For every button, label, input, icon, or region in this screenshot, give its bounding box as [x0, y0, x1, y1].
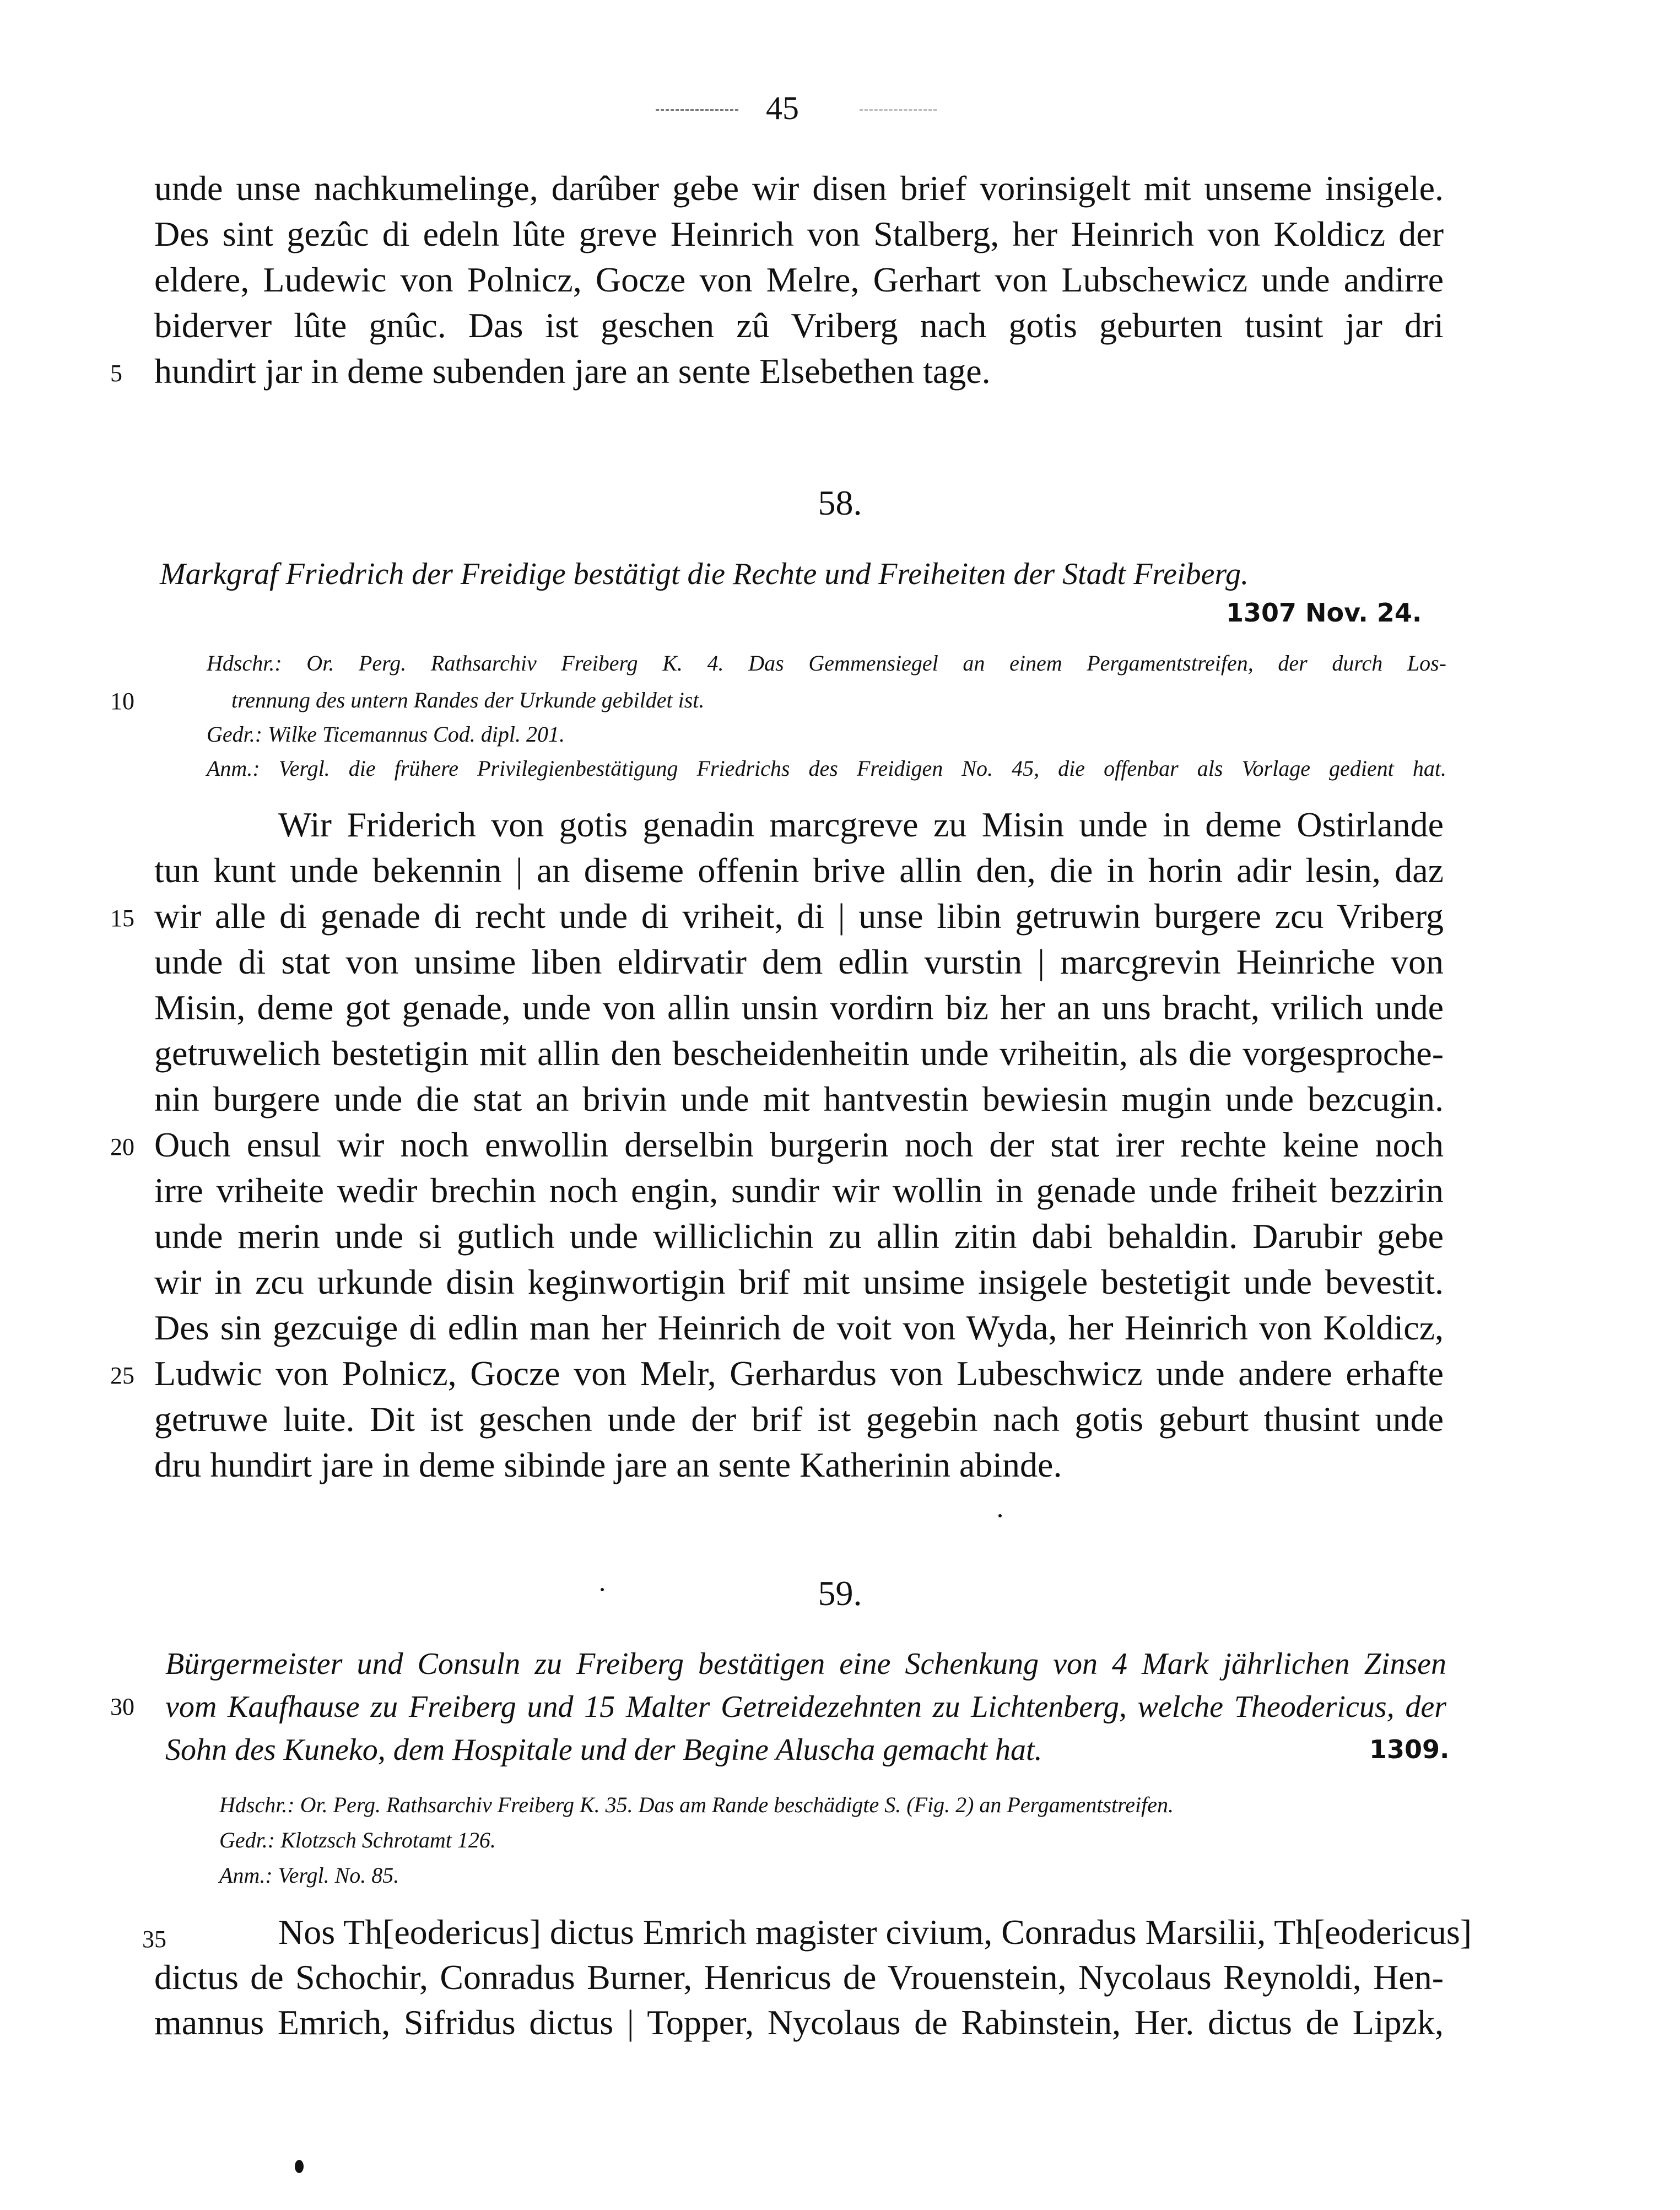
header-rule-left	[656, 109, 738, 111]
document-number: 59.	[818, 1574, 862, 1613]
text-line: Wir Friderich von gotis genadin marcgreve zu Misin unde in deme Ostirlande	[278, 805, 1444, 844]
text-line: Des sint gezûc di edeln lûte greve Heinrich von Stalberg, her Heinrich von Koldicz der	[154, 214, 1444, 253]
line-number: 25	[110, 1362, 134, 1389]
text-line: Ludwic von Polnicz, Gocze von Melr, Gerhardus von Lubeschwicz unde andere erhafte	[154, 1354, 1444, 1393]
edition-note: Gedr.: Klotzsch Schrotamt 126.	[219, 1828, 496, 1852]
text-line: Misin, deme got genade, unde von allin unsin vordirn biz her an uns bracht, vrilich unde	[154, 988, 1444, 1027]
text-line: nin burgere unde die stat an brivin unde mit hantvestin bewiesin mugin unde bezcugin.	[154, 1079, 1444, 1118]
text-line: getruwelich bestetigin mit allin den bescheidenheitin unde vriheitin, als die vorgesproche-	[154, 1034, 1444, 1073]
page-number: 45	[766, 90, 799, 126]
line-number: 30	[110, 1693, 134, 1720]
text-line: Ouch ensul wir noch enwollin derselbin burgerin noch der stat irer rechte keine noch	[154, 1125, 1444, 1164]
line-number: 20	[110, 1133, 134, 1160]
text-line: mannus Emrich, Sifridus dictus | Topper, Nycolaus de Rabinstein, Her. dictus de Lipzk,	[154, 2003, 1444, 2042]
line-number: 15	[110, 905, 134, 932]
source-note: Hdschr.: Or. Perg. Rathsarchiv Freiberg K. 35. Das am Rande beschädigte S. (Fig. 2) an Pergamentstreifen.	[219, 1792, 1174, 1817]
document-regest: Sohn des Kuneko, dem Hospitale und der Begine Aluscha gemacht hat.	[165, 1733, 1042, 1767]
document-date: 1307 Nov. 24.	[1226, 598, 1422, 628]
remark-note: Anm.: Vergl. No. 85.	[219, 1863, 399, 1888]
text-line: unde merin unde si gutlich unde williclichin zu allin zitin dabi behaldin. Darubir gebe	[154, 1217, 1444, 1256]
line-number: 5	[110, 360, 122, 387]
remark-note: Anm.: Vergl. die frühere Privilegienbestätigung Friedrichs des Freidigen No. 45, die offenbar als Vorlage gedient hat.	[207, 756, 1446, 781]
header-rule-right	[860, 109, 937, 111]
text-line: dictus de Schochir, Conradus Burner, Henricus de Vrouenstein, Nycolaus Reynoldi, Hen-	[154, 1958, 1444, 1997]
document-regest: Markgraf Friedrich der Freidige bestätigt die Rechte und Freiheiten der Stadt Freiberg.	[160, 557, 1249, 591]
text-line: Nos Th[eodericus] dictus Emrich magister civium, Conradus Marsilii, Th[eodericus]	[278, 1912, 1472, 1952]
text-line: Des sin gezcuige di edlin man her Heinrich de voit von Wyda, her Heinrich von Koldicz,	[154, 1308, 1444, 1347]
document-regest: vom Kaufhause zu Freiberg und 15 Malter Getreidezehnten zu Lichtenberg, welche Theodericus, der	[165, 1690, 1446, 1724]
text-line: irre vriheite wedir brechin noch engin, sundir wir wollin in genade unde friheit bezzirin	[154, 1171, 1444, 1210]
line-number: 10	[110, 688, 134, 715]
ink-blot	[295, 2160, 304, 2173]
source-note: trennung des untern Randes der Urkunde gebildet ist.	[231, 688, 705, 712]
text-line: unde unse nachkumelinge, darûber gebe wir disen brief vorinsigelt mit unseme insigele.	[154, 169, 1444, 208]
text-line: tun kunt unde bekennin | an diseme offenin brive allin den, die in horin adir lesin, daz	[154, 851, 1444, 890]
text-line: dru hundirt jare in deme sibinde jare an sente Katherinin abinde.	[154, 1445, 1062, 1484]
text-line: getruwe luite. Dit ist geschen unde der brif ist gegebin nach gotis geburt thusint unde	[154, 1400, 1444, 1439]
document-regest: Bürgermeister und Consuln zu Freiberg bestätigen eine Schenkung von 4 Mark jährlichen Zinsen	[165, 1647, 1446, 1681]
text-line: hundirt jar in deme subenden jare an sente Elsebethen tage.	[154, 352, 991, 391]
text-line: eldere, Ludewic von Polnicz, Gocze von Melre, Gerhart von Lubschewicz unde andirre	[154, 260, 1444, 299]
text-line: biderver lûte gnûc. Das ist geschen zû Vriberg nach gotis geburten tusint jar dri	[154, 306, 1444, 345]
text-line: wir alle di genade di recht unde di vriheit, di | unse libin getruwin burgere zcu Vriberg	[154, 896, 1444, 936]
line-number: 35	[142, 1926, 166, 1953]
text-line: wir in zcu urkunde disin keginwortigin brif mit unsime insigele bestetigit unde bevestit.	[154, 1262, 1444, 1301]
source-note: Hdschr.: Or. Perg. Rathsarchiv Freiberg K. 4. Das Gemmensiegel an einem Pergamentstreifen, der durch Los-	[207, 651, 1446, 676]
ink-speck	[998, 1514, 1002, 1517]
document-date: 1309.	[1369, 1735, 1450, 1764]
edition-note: Gedr.: Wilke Ticemannus Cod. dipl. 201.	[207, 722, 565, 747]
document-number: 58.	[818, 483, 862, 522]
text-line: unde di stat von unsime liben eldirvatir dem edlin vurstin | marcgrevin Heinriche von	[154, 942, 1444, 981]
